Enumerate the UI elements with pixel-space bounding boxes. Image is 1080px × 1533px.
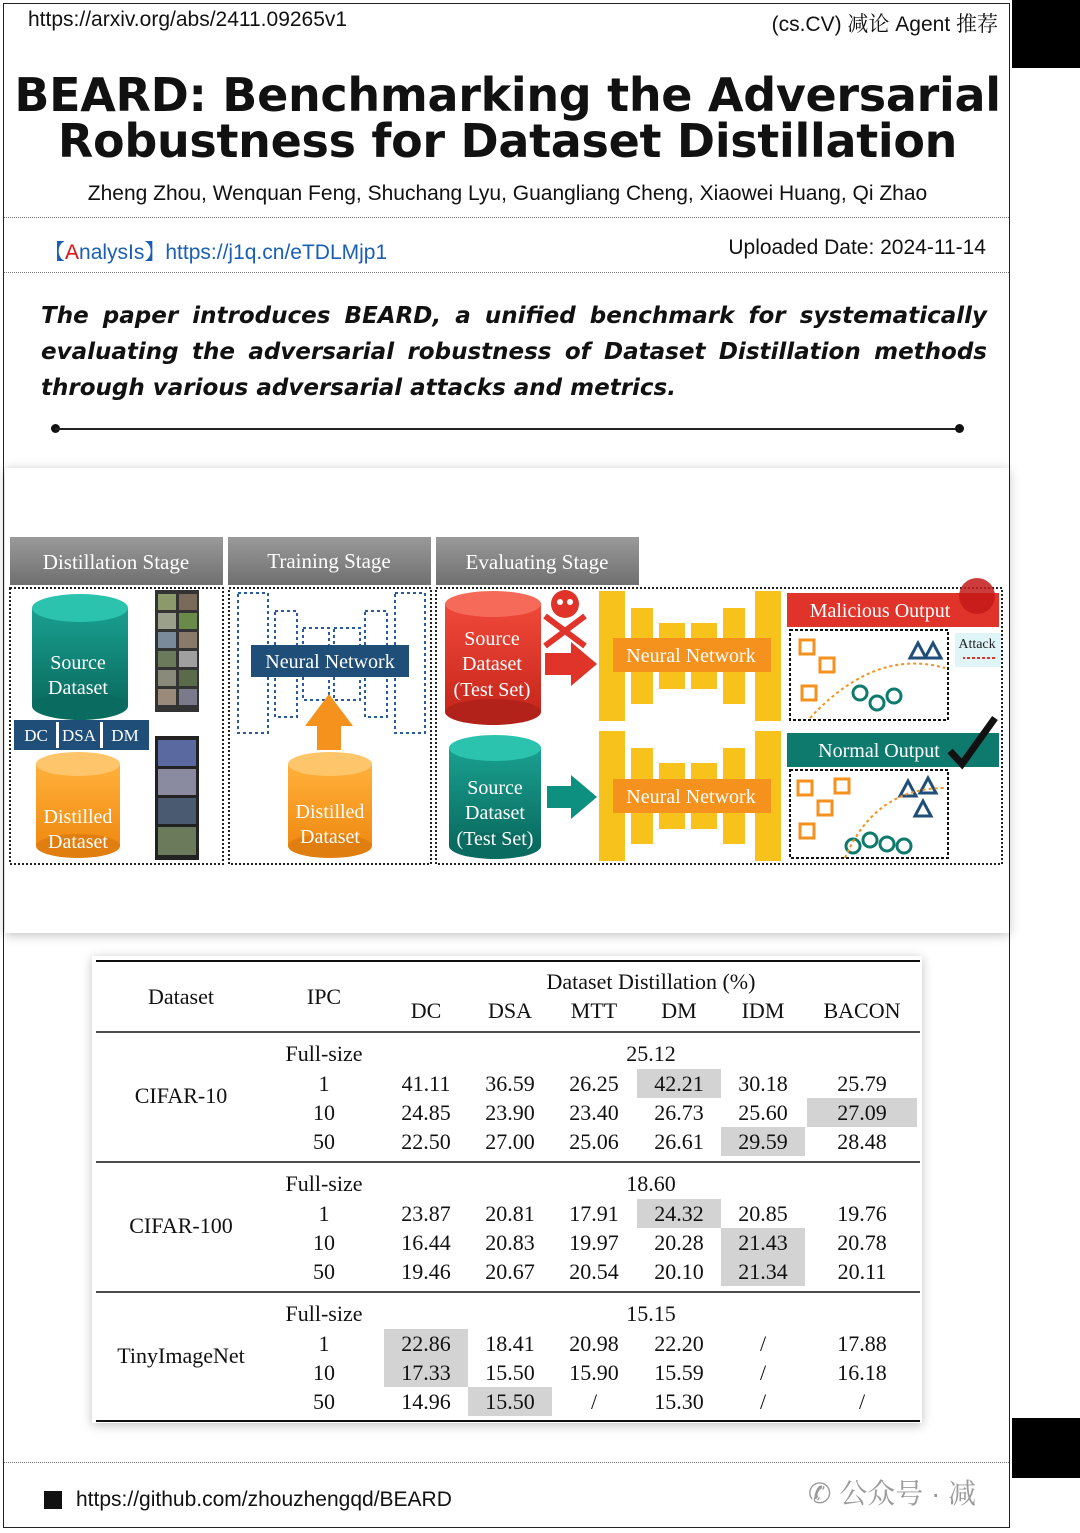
table-cell: 24.32 xyxy=(654,1201,704,1226)
pipeline-figure xyxy=(5,468,1009,933)
wechat-text: 公众号 · 减 xyxy=(839,1478,977,1509)
svg-text:(Test Set): (Test Set) xyxy=(453,679,531,701)
svg-text:Evaluating Stage: Evaluating Stage xyxy=(465,550,609,574)
table-cell: 15.50 xyxy=(485,1360,535,1385)
source-image-thumbnails xyxy=(155,590,199,712)
table-cell: 20.67 xyxy=(485,1259,535,1284)
table-cell: 15.50 xyxy=(485,1389,535,1414)
table-cell: 20.28 xyxy=(654,1230,704,1255)
table-cell: / xyxy=(858,1389,866,1414)
corner-block-bottom xyxy=(1012,1418,1080,1478)
dataset-name: CIFAR-10 xyxy=(134,1083,228,1108)
ipc-value: 1 xyxy=(318,1331,330,1356)
col-header-dc: DC xyxy=(410,998,442,1023)
table-cell: 23.90 xyxy=(485,1100,535,1125)
svg-text:Dataset: Dataset xyxy=(48,677,108,699)
results-table xyxy=(92,956,922,1423)
svg-text:DC: DC xyxy=(24,726,48,745)
eval-network-attacked xyxy=(599,591,781,721)
ipc-value: 10 xyxy=(313,1100,335,1125)
title-line-2: Robustness for Dataset Distillation xyxy=(57,114,958,168)
table-cell: 17.33 xyxy=(401,1360,451,1385)
ipc-value: 1 xyxy=(318,1201,330,1226)
table-cell: 15.59 xyxy=(654,1360,704,1385)
svg-text:Distillation Stage: Distillation Stage xyxy=(42,550,190,574)
method-labels xyxy=(15,721,148,749)
test-set-cylinder-normal xyxy=(449,735,541,859)
table-cell: 17.91 xyxy=(569,1201,619,1226)
abstract: The paper introduces BEARD, a unified benchmark for systematically evaluating the adversarial robustness of Dataset Distillation methods through various adversarial attacks and metrics. xyxy=(41,303,987,401)
upload-date: Uploaded Date: 2024-11-14 xyxy=(728,236,986,259)
test-set-cylinder-attacked xyxy=(445,591,541,725)
authors: Zheng Zhou, Wenquan Feng, Shuchang Lyu, Guangliang Cheng, Xiaowei Huang, Qi Zhao xyxy=(87,182,928,205)
separator-line xyxy=(55,428,960,430)
wechat-watermark xyxy=(808,1472,976,1512)
svg-text:DSA: DSA xyxy=(61,726,97,745)
ipc-value: 10 xyxy=(313,1360,335,1385)
col-header-dm: DM xyxy=(661,998,697,1023)
col-header-ipc: IPC xyxy=(306,984,342,1009)
svg-text:Normal Output: Normal Output xyxy=(818,740,940,762)
table-cell: 24.85 xyxy=(401,1100,451,1125)
ipc-full-size: Full-size xyxy=(285,1041,363,1066)
svg-text:Source: Source xyxy=(464,628,520,650)
table-cell: 25.79 xyxy=(837,1071,887,1096)
wechat-icon: ✆ xyxy=(808,1478,832,1509)
table-cell: 23.40 xyxy=(569,1100,619,1125)
distilled-image-thumbnails xyxy=(155,736,199,860)
ipc-value: 50 xyxy=(313,1259,335,1284)
svg-text:DM: DM xyxy=(111,726,139,745)
stage-tab-training xyxy=(228,537,431,585)
table-cell: 20.81 xyxy=(485,1201,535,1226)
table-cell: 22.20 xyxy=(654,1331,704,1356)
table-cell: 25.06 xyxy=(569,1129,619,1154)
up-arrow-icon xyxy=(305,694,353,750)
table-cell: / xyxy=(590,1389,598,1414)
full-size-value: 15.15 xyxy=(626,1301,676,1326)
table-cell: / xyxy=(759,1360,767,1385)
table-cell: 27.00 xyxy=(485,1129,535,1154)
ipc-value: 50 xyxy=(313,1129,335,1154)
table-cell: 20.98 xyxy=(569,1331,619,1356)
attack-arrow-icon xyxy=(545,642,597,686)
table-cell: / xyxy=(759,1331,767,1356)
stage-tab-evaluating xyxy=(436,537,639,585)
col-header-dsa: DSA xyxy=(487,998,533,1023)
full-size-value: 25.12 xyxy=(626,1041,676,1066)
training-distilled-cylinder xyxy=(288,752,372,858)
ipc-value: 50 xyxy=(313,1389,335,1414)
category-label: (cs.CV) 减论 Agent 推荐 xyxy=(771,13,998,36)
analysis-link[interactable]: https://j1q.cn/eTDLMjp1 xyxy=(165,241,388,264)
dataset-name: CIFAR-100 xyxy=(129,1213,233,1238)
svg-text:Malicious Output: Malicious Output xyxy=(809,600,951,622)
svg-text:Training Stage: Training Stage xyxy=(267,549,391,573)
table-cell: 19.97 xyxy=(569,1230,619,1255)
svg-text:Attack: Attack xyxy=(958,637,996,652)
svg-text:Dataset: Dataset xyxy=(300,826,360,848)
table-cell: 14.96 xyxy=(401,1389,451,1414)
table-cell: 20.85 xyxy=(738,1201,788,1226)
table-cell: 19.76 xyxy=(837,1201,887,1226)
table-cell: 26.61 xyxy=(654,1129,704,1154)
table-cell: 29.59 xyxy=(738,1129,788,1154)
svg-text:Dataset: Dataset xyxy=(465,802,525,824)
eval-network-normal xyxy=(599,731,781,861)
table-cell: 21.34 xyxy=(738,1259,788,1284)
ipc-value: 10 xyxy=(313,1230,335,1255)
arxiv-url[interactable]: https://arxiv.org/abs/2411.09265v1 xyxy=(28,8,348,31)
table-cell: 20.11 xyxy=(837,1259,887,1284)
full-size-value: 18.60 xyxy=(626,1171,676,1196)
table-cell: 30.18 xyxy=(738,1071,788,1096)
svg-text:Source: Source xyxy=(467,777,523,799)
svg-text:(Test Set): (Test Set) xyxy=(456,828,534,850)
title-line-1: BEARD: Benchmarking the Adversarial xyxy=(14,68,1001,122)
bullet-square-icon xyxy=(44,1491,62,1509)
table-cell: 16.44 xyxy=(401,1230,451,1255)
divider xyxy=(4,217,1009,218)
table-cell: 36.59 xyxy=(485,1071,535,1096)
corner-block xyxy=(1012,0,1080,68)
svg-text:Neural Network: Neural Network xyxy=(626,645,756,667)
table-cell: / xyxy=(759,1389,767,1414)
svg-text:Dataset: Dataset xyxy=(462,653,522,675)
stage-tab-distillation xyxy=(10,537,223,585)
dataset-name: TinyImageNet xyxy=(117,1343,245,1368)
table-cell: 15.30 xyxy=(654,1389,704,1414)
table-cell: 16.18 xyxy=(837,1360,887,1385)
divider xyxy=(4,272,1009,273)
table-cell: 20.78 xyxy=(837,1230,887,1255)
svg-text:Neural Network: Neural Network xyxy=(265,651,395,673)
table-cell: 22.86 xyxy=(401,1331,451,1356)
malicious-output-box xyxy=(787,578,1001,720)
divider xyxy=(4,1462,1009,1463)
table-cell: 19.46 xyxy=(401,1259,451,1284)
col-header-dataset: Dataset xyxy=(148,984,214,1009)
table-cell: 28.48 xyxy=(837,1129,887,1154)
table-cell: 21.43 xyxy=(738,1230,788,1255)
table-cell: 20.83 xyxy=(485,1230,535,1255)
table-cell: 17.88 xyxy=(837,1331,887,1356)
ipc-full-size: Full-size xyxy=(285,1301,363,1326)
svg-text:Source: Source xyxy=(50,652,106,674)
paper-title xyxy=(0,68,1015,168)
rule-endpoint xyxy=(955,424,964,433)
table-cell: 20.54 xyxy=(569,1259,619,1284)
col-header-idm: IDM xyxy=(741,998,785,1023)
table-cell: 41.11 xyxy=(401,1071,451,1096)
table-cell: 20.10 xyxy=(654,1259,704,1284)
table-cell: 18.41 xyxy=(485,1331,535,1356)
analysis-label: nalysIs】 xyxy=(79,241,166,264)
table-cell: 22.50 xyxy=(401,1129,451,1154)
table-cell: 27.09 xyxy=(837,1100,887,1125)
virus-icon xyxy=(959,578,995,614)
svg-text:Neural Network: Neural Network xyxy=(626,786,756,808)
analysis-a: A xyxy=(65,241,80,264)
svg-text:Dataset: Dataset xyxy=(48,831,108,853)
normal-arrow-icon xyxy=(547,775,597,819)
table-cell: 15.90 xyxy=(569,1360,619,1385)
col-header-mtt: MTT xyxy=(570,998,618,1023)
analysis-bracket: 【 xyxy=(44,241,65,264)
svg-text:Distilled: Distilled xyxy=(295,801,365,823)
svg-text:Distilled: Distilled xyxy=(43,806,113,828)
source-dataset-cylinder xyxy=(32,594,128,720)
col-header-bacon: BACON xyxy=(823,998,901,1023)
normal-output-box xyxy=(787,718,999,858)
distilled-dataset-cylinder xyxy=(36,752,120,858)
table-cell: 42.21 xyxy=(654,1071,704,1096)
table-cell: 26.25 xyxy=(569,1071,619,1096)
table-cell: 25.60 xyxy=(738,1100,788,1125)
github-link[interactable]: https://github.com/zhouzhengqd/BEARD xyxy=(76,1488,452,1511)
table-cell: 26.73 xyxy=(654,1100,704,1125)
skull-icon xyxy=(545,590,585,646)
training-neural-network-label xyxy=(251,645,409,677)
table-cell: 23.87 xyxy=(401,1201,451,1226)
ipc-full-size: Full-size xyxy=(285,1171,363,1196)
col-header-distillation: Dataset Distillation (%) xyxy=(546,969,756,994)
ipc-value: 1 xyxy=(318,1071,330,1096)
analysis-row xyxy=(44,236,387,266)
